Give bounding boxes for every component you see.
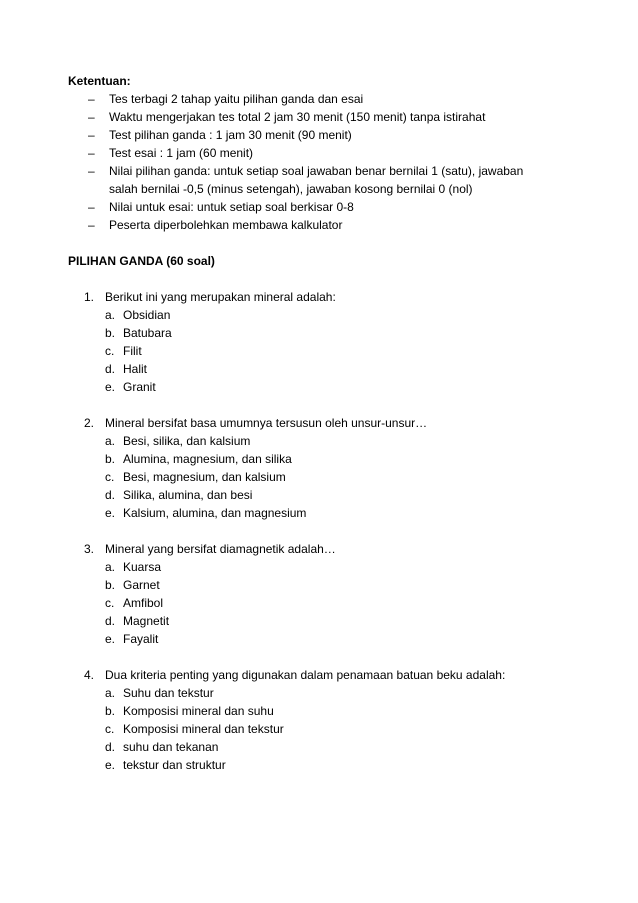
option-item — [68, 612, 598, 630]
option-text: Batubara — [123, 326, 172, 340]
option-list — [68, 432, 598, 522]
option-text: Garnet — [123, 578, 160, 592]
option-letter: a. — [105, 560, 116, 574]
option-text: Suhu dan tekstur — [123, 686, 214, 700]
question-number: 4. — [84, 668, 95, 682]
rule-text: Nilai pilihan ganda: untuk setiap soal jawaban benar bernilai 1 (satu), jawaban salah bernilai -0,5 (minus setengah), jawaban kosong bernilai 0 (nol) — [109, 164, 524, 196]
rule-item — [68, 90, 554, 108]
question-text — [68, 288, 598, 306]
rule-dash: – — [88, 218, 95, 232]
option-letter: e. — [105, 506, 116, 520]
option-item — [68, 558, 598, 576]
section-title: PILIHAN GANDA (60 soal) — [68, 254, 215, 268]
rule-dash: – — [88, 110, 95, 124]
option-letter: e. — [105, 380, 116, 394]
option-item — [68, 720, 598, 738]
question-text — [68, 540, 598, 558]
option-item — [68, 576, 598, 594]
option-item — [68, 378, 598, 396]
question-1 — [68, 288, 598, 396]
rule-dash: – — [88, 92, 95, 106]
option-letter: d. — [105, 740, 116, 754]
option-text: Komposisi mineral dan tekstur — [123, 722, 284, 736]
option-letter: c. — [105, 722, 115, 736]
option-letter: c. — [105, 470, 115, 484]
option-item — [68, 630, 598, 648]
spacer — [68, 648, 598, 666]
rule-item — [68, 162, 554, 198]
rule-dash: – — [88, 128, 95, 142]
option-letter: a. — [105, 434, 116, 448]
option-text: Besi, silika, dan kalsium — [123, 434, 251, 448]
rule-text: Tes terbagi 2 tahap yaitu pilihan ganda dan esai — [109, 92, 364, 106]
option-item — [68, 738, 598, 756]
option-letter: b. — [105, 578, 116, 592]
option-letter: d. — [105, 614, 116, 628]
rule-text: Test esai : 1 jam (60 menit) — [109, 146, 254, 160]
option-letter: e. — [105, 632, 116, 646]
option-item — [68, 504, 598, 522]
option-letter: a. — [105, 308, 116, 322]
option-text: Obsidian — [123, 308, 171, 322]
rules-list — [68, 90, 598, 234]
option-item — [68, 360, 598, 378]
option-item — [68, 342, 598, 360]
question-number: 1. — [84, 290, 95, 304]
option-text: Filit — [123, 344, 142, 358]
rule-item — [68, 198, 554, 216]
option-letter: c. — [105, 344, 115, 358]
option-item — [68, 756, 598, 774]
rule-text: Waktu mengerjakan tes total 2 jam 30 menit (150 menit) tanpa istirahat — [109, 110, 486, 124]
option-text: Halit — [123, 362, 148, 376]
spacer — [68, 234, 598, 252]
rule-item — [68, 216, 554, 234]
rules-heading: Ketentuan: — [68, 74, 131, 88]
rule-dash: – — [88, 146, 95, 160]
spacer — [68, 270, 598, 288]
option-letter: e. — [105, 758, 116, 772]
option-letter: c. — [105, 596, 115, 610]
option-text: Amfibol — [123, 596, 164, 610]
option-text: Magnetit — [123, 614, 170, 628]
spacer — [68, 522, 598, 540]
question-stem: Dua kriteria penting yang digunakan dalam penamaan batuan beku adalah: — [105, 668, 506, 682]
option-text: Silika, alumina, dan besi — [123, 488, 253, 502]
option-item — [68, 468, 598, 486]
rule-text: Test pilihan ganda : 1 jam 30 menit (90 menit) — [109, 128, 352, 142]
rule-item — [68, 144, 554, 162]
option-text: Fayalit — [123, 632, 159, 646]
option-letter: a. — [105, 686, 116, 700]
rule-dash: – — [88, 200, 95, 214]
question-number: 3. — [84, 542, 95, 556]
question-stem: Mineral bersifat basa umumnya tersusun oleh unsur-unsur… — [105, 416, 428, 430]
question-2 — [68, 414, 598, 522]
question-stem: Berikut ini yang merupakan mineral adalah: — [105, 290, 336, 304]
option-item — [68, 306, 598, 324]
question-text — [68, 414, 598, 432]
option-item — [68, 594, 598, 612]
option-letter: b. — [105, 326, 116, 340]
option-letter: b. — [105, 704, 116, 718]
question-text — [68, 666, 598, 684]
question-list — [68, 288, 598, 774]
rule-item — [68, 108, 554, 126]
question-number: 2. — [84, 416, 95, 430]
option-letter: b. — [105, 452, 116, 466]
rule-text: Nilai untuk esai: untuk setiap soal berkisar 0-8 — [109, 200, 354, 214]
spacer — [68, 396, 598, 414]
option-text: Kuarsa — [123, 560, 162, 574]
option-text: Alumina, magnesium, dan silika — [123, 452, 292, 466]
rule-item — [68, 126, 554, 144]
document-body — [68, 72, 598, 774]
option-text: Besi, magnesium, dan kalsium — [123, 470, 286, 484]
option-text: tekstur dan struktur — [123, 758, 226, 772]
option-list — [68, 558, 598, 648]
option-letter: d. — [105, 488, 116, 502]
question-3 — [68, 540, 598, 648]
rule-dash: – — [88, 164, 95, 178]
option-item — [68, 324, 598, 342]
rule-text: Peserta diperbolehkan membawa kalkulator — [109, 218, 343, 232]
option-text: Kalsium, alumina, dan magnesium — [123, 506, 307, 520]
option-list — [68, 684, 598, 774]
option-item — [68, 702, 598, 720]
option-list — [68, 306, 598, 396]
option-item — [68, 684, 598, 702]
option-letter: d. — [105, 362, 116, 376]
question-stem: Mineral yang bersifat diamagnetik adalah… — [105, 542, 336, 556]
option-text: Granit — [123, 380, 156, 394]
option-item — [68, 432, 598, 450]
option-text: Komposisi mineral dan suhu — [123, 704, 274, 718]
question-4 — [68, 666, 598, 774]
option-item — [68, 486, 598, 504]
option-text: suhu dan tekanan — [123, 740, 219, 754]
option-item — [68, 450, 598, 468]
